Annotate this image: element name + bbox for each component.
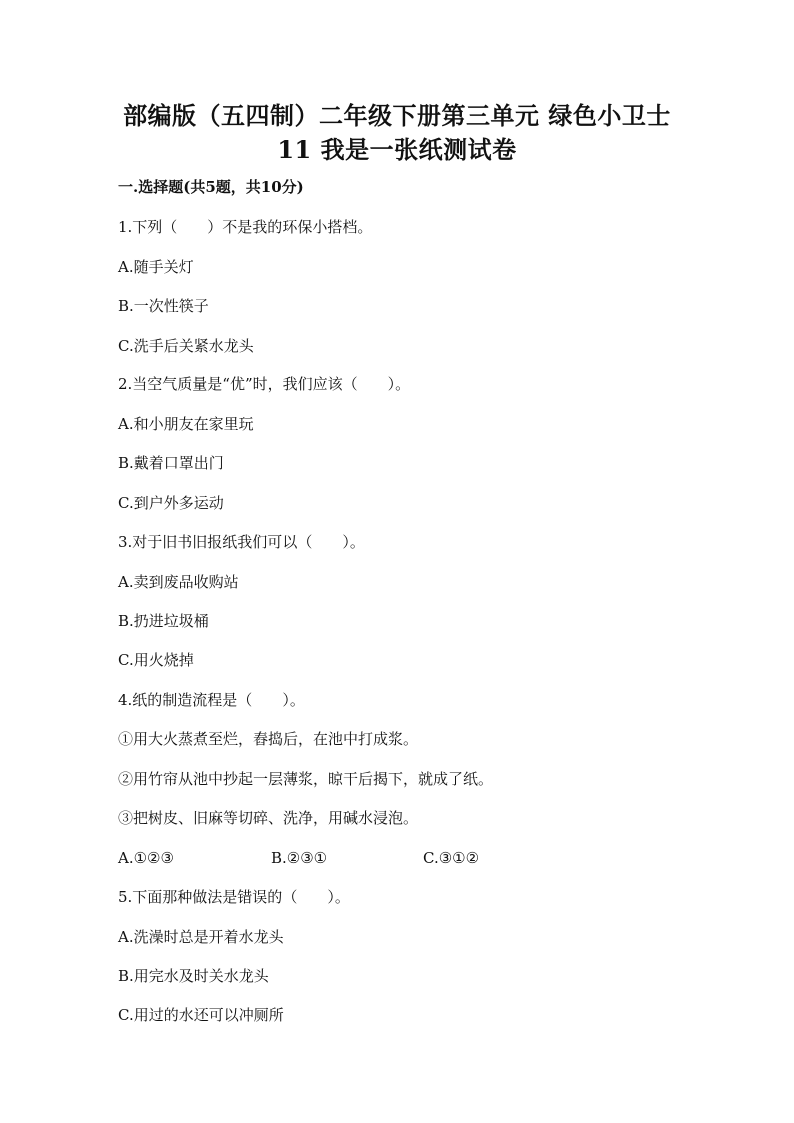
question-5-option-b: B.用完水及时关水龙头 [118, 967, 269, 985]
question-2-option-c: C.到户外多运动 [118, 494, 224, 512]
question-1-stem: 1.下列（ ）不是我的环保小搭档。 [118, 218, 373, 236]
question-3-option-b: B.扔进垃圾桶 [118, 612, 209, 630]
question-4-step-2: ②用竹帘从池中抄起一层薄浆，晾干后揭下，就成了纸。 [118, 770, 494, 788]
question-1-option-b: B.一次性筷子 [118, 297, 209, 315]
question-5-option-c: C.用过的水还可以冲厕所 [118, 1006, 284, 1024]
question-4-step-3: ③把树皮、旧麻等切碎、洗净，用碱水浸泡。 [118, 809, 419, 827]
question-3-option-c: C.用火烧掉 [118, 651, 194, 669]
question-4-step-1: ①用大火蒸煮至烂，舂捣后，在池中打成浆。 [118, 730, 419, 748]
section-heading: 一.选择题(共5题，共10分) [118, 178, 304, 196]
document-title-line-1: 部编版（五四制）二年级下册第三单元 绿色小卫士 [123, 101, 671, 130]
question-1-option-a: A.随手关灯 [118, 258, 194, 276]
question-1-option-c: C.洗手后关紧水龙头 [118, 337, 254, 355]
question-4-stem: 4.纸的制造流程是（ ）。 [118, 691, 305, 709]
question-4-options-row [118, 848, 678, 868]
question-4-option-b: B.②③① [271, 849, 328, 867]
question-5-stem: 5.下面那种做法是错误的（ ）。 [118, 888, 350, 906]
question-2-option-b: B.戴着口罩出门 [118, 454, 224, 472]
question-3-option-a: A.卖到废品收购站 [118, 573, 239, 591]
question-2-stem: 2.当空气质量是“优”时，我们应该（ ）。 [118, 375, 411, 393]
question-2-option-a: A.和小朋友在家里玩 [118, 415, 254, 433]
question-5-option-a: A.洗澡时总是开着水龙头 [118, 928, 284, 946]
question-4-option-c: C.③①② [423, 849, 480, 867]
document-title-line-2: 11 我是一张纸测试卷 [277, 135, 517, 164]
question-3-stem: 3.对于旧书旧报纸我们可以（ ）。 [118, 533, 365, 551]
question-4-option-a: A.①②③ [118, 849, 174, 867]
